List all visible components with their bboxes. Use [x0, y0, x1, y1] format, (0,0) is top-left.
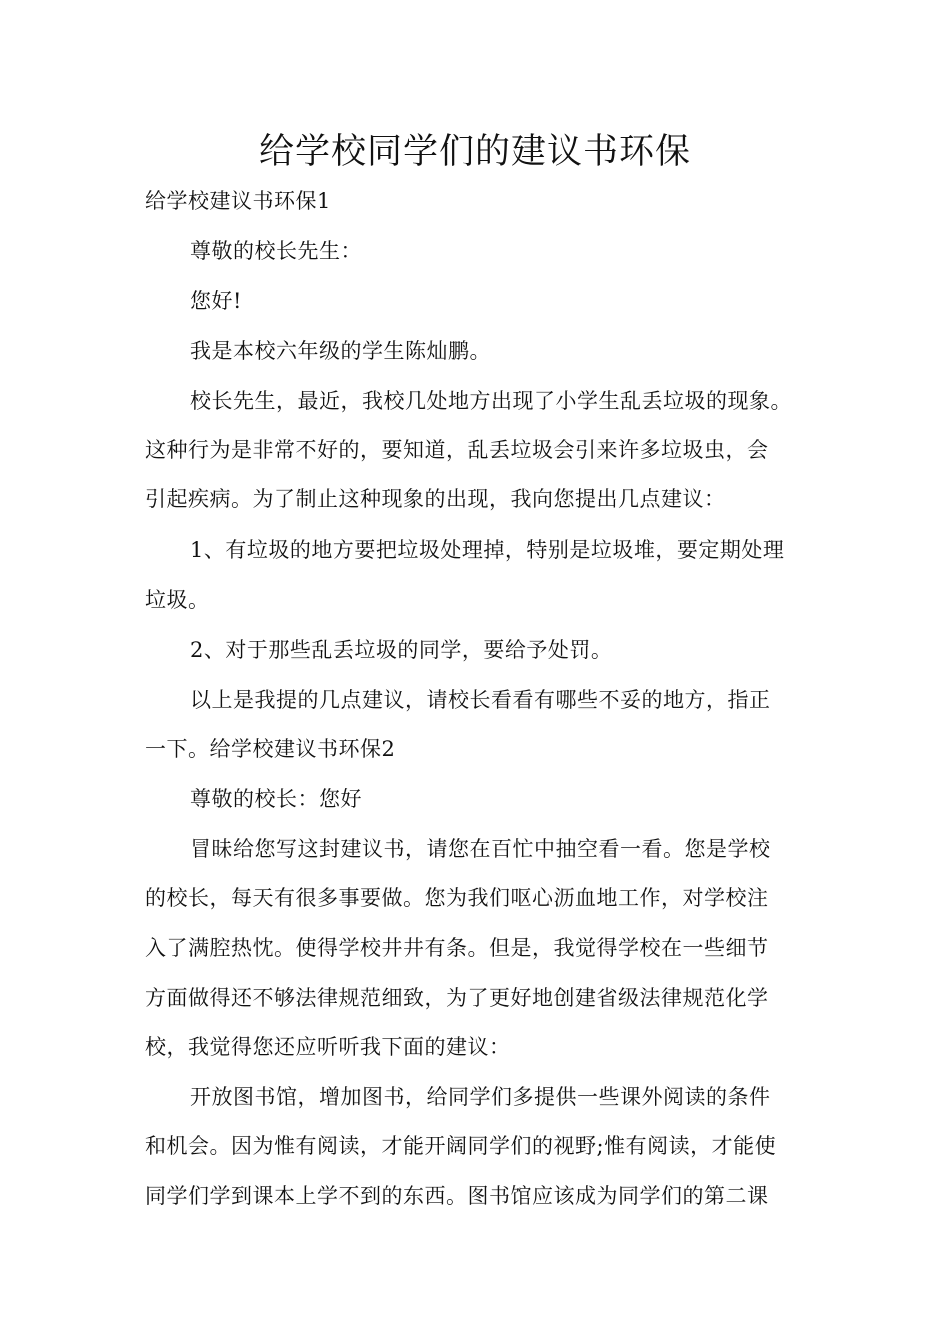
greeting-1: 您好!: [190, 289, 242, 313]
body-text-line: 开放图书馆，增加图书，给同学们多提供一些课外阅读的条件: [190, 1085, 771, 1109]
body-text-line: 和机会。因为惟有阅读，才能开阔同学们的视野;惟有阅读，才能使: [145, 1134, 777, 1158]
salutation-1: 尊敬的校长先生：: [190, 239, 362, 263]
body-text-line: 垃圾。: [145, 588, 210, 612]
body-text-line: 校，我觉得您还应听听我下面的建议：: [145, 1035, 511, 1059]
body-text-line: 同学们学到课本上学不到的东西。图书馆应该成为同学们的第二课: [145, 1184, 769, 1208]
body-text-line: 入了满腔热忱。使得学校井井有条。但是，我觉得学校在一些细节: [145, 936, 769, 960]
section-heading-1: 给学校建议书环保1: [145, 189, 331, 213]
document-title: 给学校同学们的建议书环保: [258, 132, 691, 172]
body-text-line: 校长先生，最近，我校几处地方出现了小学生乱丢垃圾的现象。: [190, 389, 792, 413]
salutation-2: 尊敬的校长：您好: [190, 787, 362, 811]
body-text-line: 引起疾病。为了制止这种现象的出现，我向您提出几点建议：: [145, 487, 726, 511]
body-text-line: 2、对于那些乱丢垃圾的同学，要给予处罚。: [190, 638, 613, 662]
body-text-line: 我是本校六年级的学生陈灿鹏。: [190, 339, 491, 363]
body-text-line: 以上是我提的几点建议，请校长看看有哪些不妥的地方，指正: [190, 688, 771, 712]
body-text-line: 1、有垃圾的地方要把垃圾处理掉，特别是垃圾堆，要定期处理: [190, 538, 785, 562]
body-text-line: 的校长，每天有很多事要做。您为我们呕心沥血地工作，对学校注: [145, 886, 769, 910]
body-text-line: 这种行为是非常不好的，要知道，乱丢垃圾会引来许多垃圾虫，会: [145, 438, 769, 462]
body-text-line: 一下。给学校建议书环保2: [145, 737, 396, 761]
body-text-line: 冒昧给您写这封建议书，请您在百忙中抽空看一看。您是学校: [190, 837, 771, 861]
body-text-line: 方面做得还不够法律规范细致，为了更好地创建省级法律规范化学: [145, 986, 769, 1010]
